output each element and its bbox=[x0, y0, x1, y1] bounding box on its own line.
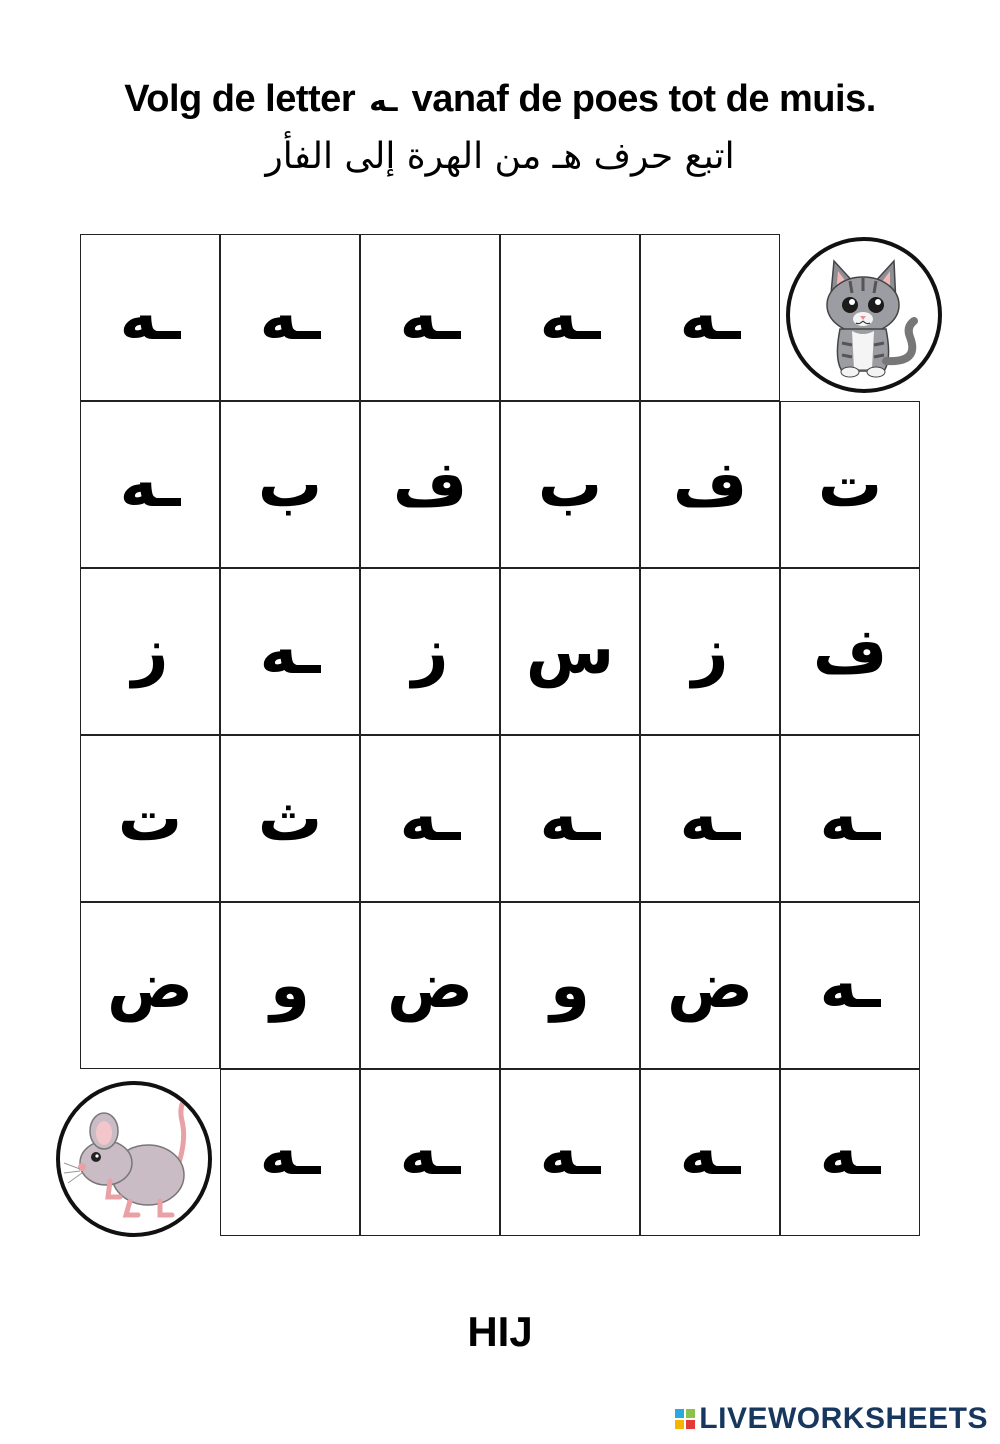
grid-cell-r2-c5[interactable]: ف bbox=[640, 401, 780, 568]
brand-mark-icon bbox=[675, 1409, 695, 1429]
mouse-icon bbox=[60, 1085, 208, 1233]
grid-cell-r1-c3[interactable]: ـه bbox=[360, 234, 500, 401]
grid-cell-r3-c3[interactable]: ز bbox=[360, 568, 500, 735]
grid-cell-r1-c1[interactable]: ـه bbox=[80, 234, 220, 401]
grid-cell-r2-c6[interactable]: ت bbox=[780, 401, 920, 568]
grid-cell-r5-c2[interactable]: و bbox=[220, 902, 360, 1069]
grid-cell-r5-c5[interactable]: ض bbox=[640, 902, 780, 1069]
grid-cell-r2-c3[interactable]: ف bbox=[360, 401, 500, 568]
grid-cell-r5-c6[interactable]: ـه bbox=[780, 902, 920, 1069]
grid-cell-r3-c1[interactable]: ز bbox=[80, 568, 220, 735]
cat-image bbox=[786, 237, 942, 393]
grid-cell-r2-c4[interactable]: ب bbox=[500, 401, 640, 568]
mouse-image bbox=[56, 1081, 212, 1237]
grid-cell-r5-c1[interactable]: ض bbox=[80, 902, 220, 1069]
title-dutch-before: Volg de letter bbox=[124, 78, 356, 120]
brand-text: LIVEWORKSHEETS bbox=[699, 1402, 988, 1435]
grid-cell-r4-c4[interactable]: ـه bbox=[500, 735, 640, 902]
grid-cell-r1-c5[interactable]: ـه bbox=[640, 234, 780, 401]
grid-cell-r6-c6[interactable]: ـه bbox=[780, 1069, 920, 1236]
grid-cell-r4-c1[interactable]: ت bbox=[80, 735, 220, 902]
grid-cell-r3-c2[interactable]: ـه bbox=[220, 568, 360, 735]
title-dutch bbox=[0, 78, 1000, 121]
grid-cell-r6-c3[interactable]: ـه bbox=[360, 1069, 500, 1236]
grid-cell-r2-c1[interactable]: ـه bbox=[80, 401, 220, 568]
grid-cell-r4-c2[interactable]: ث bbox=[220, 735, 360, 902]
title-dutch-letter: ـه bbox=[369, 84, 398, 119]
grid-cell-r3-c5[interactable]: ز bbox=[640, 568, 780, 735]
cat-icon bbox=[790, 241, 938, 389]
title-dutch-after: vanaf de poes tot de muis. bbox=[411, 78, 876, 120]
grid-cell-r1-c2[interactable]: ـه bbox=[220, 234, 360, 401]
brand-logo bbox=[675, 1402, 988, 1436]
title-arabic: اتبع حرف هـ من الهرة إلى الفأر bbox=[265, 136, 735, 177]
grid-cell-r5-c4[interactable]: و bbox=[500, 902, 640, 1069]
grid-cell-r3-c6[interactable]: ف bbox=[780, 568, 920, 735]
grid-cell-r4-c6[interactable]: ـه bbox=[780, 735, 920, 902]
grid-cell-r2-c2[interactable]: ب bbox=[220, 401, 360, 568]
grid-cell-r4-c3[interactable]: ـه bbox=[360, 735, 500, 902]
grid-cell-r1-c4[interactable]: ـه bbox=[500, 234, 640, 401]
grid-cell-r5-c3[interactable]: ض bbox=[360, 902, 500, 1069]
answer-text: HIJ bbox=[467, 1308, 533, 1355]
grid-cell-r6-c4[interactable]: ـه bbox=[500, 1069, 640, 1236]
grid-cell-r4-c5[interactable]: ـه bbox=[640, 735, 780, 902]
grid-cell-r3-c4[interactable]: س bbox=[500, 568, 640, 735]
grid-cell-r6-c5[interactable]: ـه bbox=[640, 1069, 780, 1236]
grid-cell-r6-c2[interactable]: ـه bbox=[220, 1069, 360, 1236]
